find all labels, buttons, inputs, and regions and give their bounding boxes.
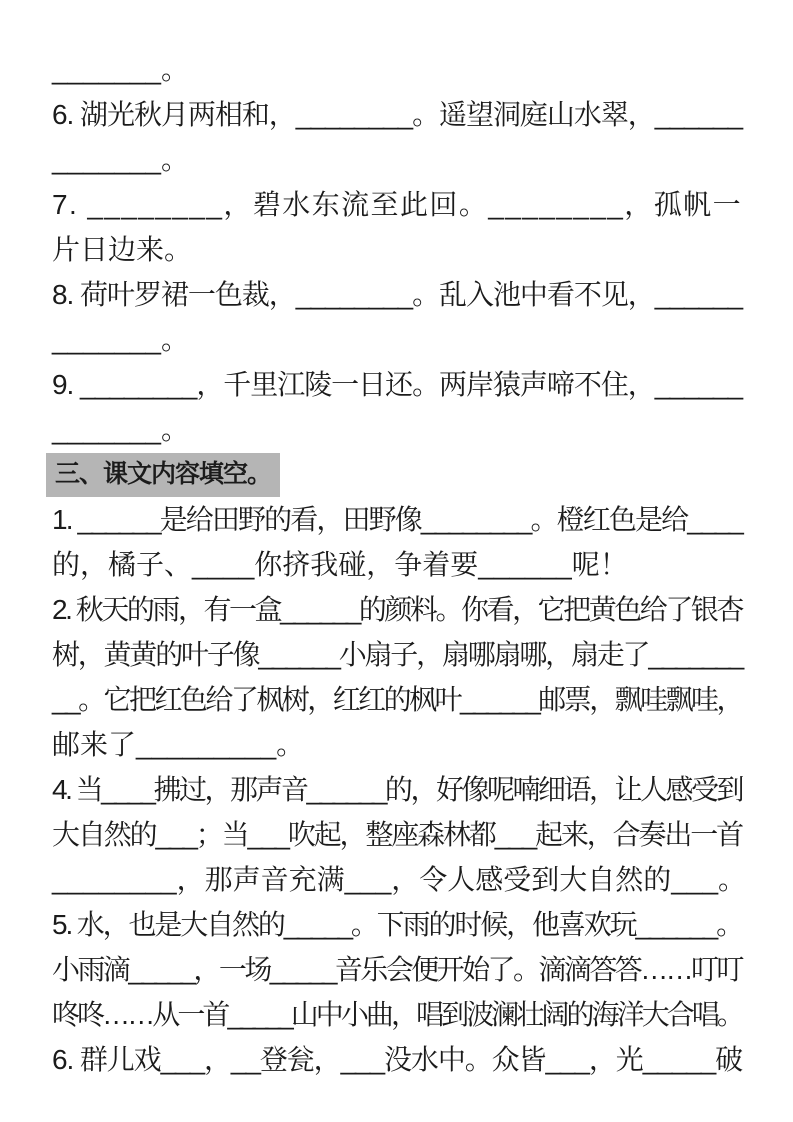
- content-line: [52, 497, 742, 542]
- poem-line-text: _______。: [52, 413, 190, 445]
- poem-line-text: 片日边来。: [52, 233, 193, 265]
- content-line-text: 树，黄黄的叶子像______小扇子，扇哪扇哪，扇走了_______: [52, 638, 742, 670]
- content-line: [52, 812, 742, 857]
- content-line: [52, 767, 742, 812]
- content-line-text: 4. 当____拂过，那声音______的，好像呢喃细语，让人感受到: [52, 773, 742, 805]
- poem-line: [52, 317, 742, 362]
- poem-line: [52, 272, 742, 317]
- poem-line: [52, 227, 742, 272]
- content-line: [52, 722, 742, 767]
- content-line-text: 的，橘子、____你挤我碰，争着要______呢！: [52, 548, 628, 580]
- poem-line-text: 9. ________，千里江陵一日还。两岸猿声啼不住，______: [52, 368, 742, 400]
- content-line-text: 小雨滴_____，一场_____音乐会便开始了。滴滴答答……叮叮: [52, 953, 742, 985]
- content-line: [52, 902, 742, 947]
- poem-line-text: _______。: [52, 323, 190, 355]
- poem-line-text: 7. ________，碧水东流至此回。________，孤帆一: [52, 188, 742, 220]
- content-line-text: 2. 秋天的雨，有一盒______的颜料。你看，它把黄色给了银杏: [52, 593, 742, 625]
- content-line: [52, 947, 742, 992]
- content-line-text: 邮来了_________。: [52, 728, 305, 760]
- poem-line-text: 8. 荷叶罗裙一色裁，________。乱入池中看不见，______: [52, 278, 742, 310]
- poem-line-text: _______。: [52, 53, 190, 85]
- section-heading: 三、课文内容填空。: [46, 453, 280, 497]
- content-line: [52, 1037, 742, 1082]
- poem-line: [52, 137, 742, 182]
- content-line: [52, 587, 742, 632]
- poem-line-text: _______。: [52, 143, 190, 175]
- poem-line: [52, 182, 742, 227]
- content-line: [52, 542, 742, 587]
- poem-line: [52, 407, 742, 452]
- content-line-text: 咚咚……从一首_____山中小曲，唱到波澜壮阔的海洋大合唱。: [52, 998, 742, 1030]
- content-line: [52, 677, 742, 722]
- content-line-text: 5. 水，也是大自然的_____。下雨的时候，他喜欢玩______。: [52, 908, 742, 940]
- content-line-text: 1. ______是给田野的看，田野像________。橙红色是给____: [52, 503, 742, 535]
- poem-line-text: 6. 湖光秋月两相和，________。遥望洞庭山水翠，______: [52, 98, 742, 130]
- poem-line: [52, 92, 742, 137]
- poem-line: [52, 362, 742, 407]
- poem-line: [52, 47, 742, 92]
- content-line-text: 大自然的___；当___吹起，整座森林都___起来，合奏出一首: [52, 818, 742, 850]
- content-line: [52, 992, 742, 1037]
- content-line: [52, 857, 747, 902]
- section-heading-row: [52, 452, 742, 497]
- content-line-text: 6. 群儿戏___，__登瓮，___没水中。众皆___，光_____破: [52, 1043, 742, 1075]
- content-line-text: __。它把红色给了枫树，红红的枫叶______邮票，飘哇飘哇，: [52, 683, 742, 715]
- content-line-text: ________，那声音充满___，令人感受到大自然的___。: [52, 863, 747, 895]
- content-line: [52, 632, 742, 677]
